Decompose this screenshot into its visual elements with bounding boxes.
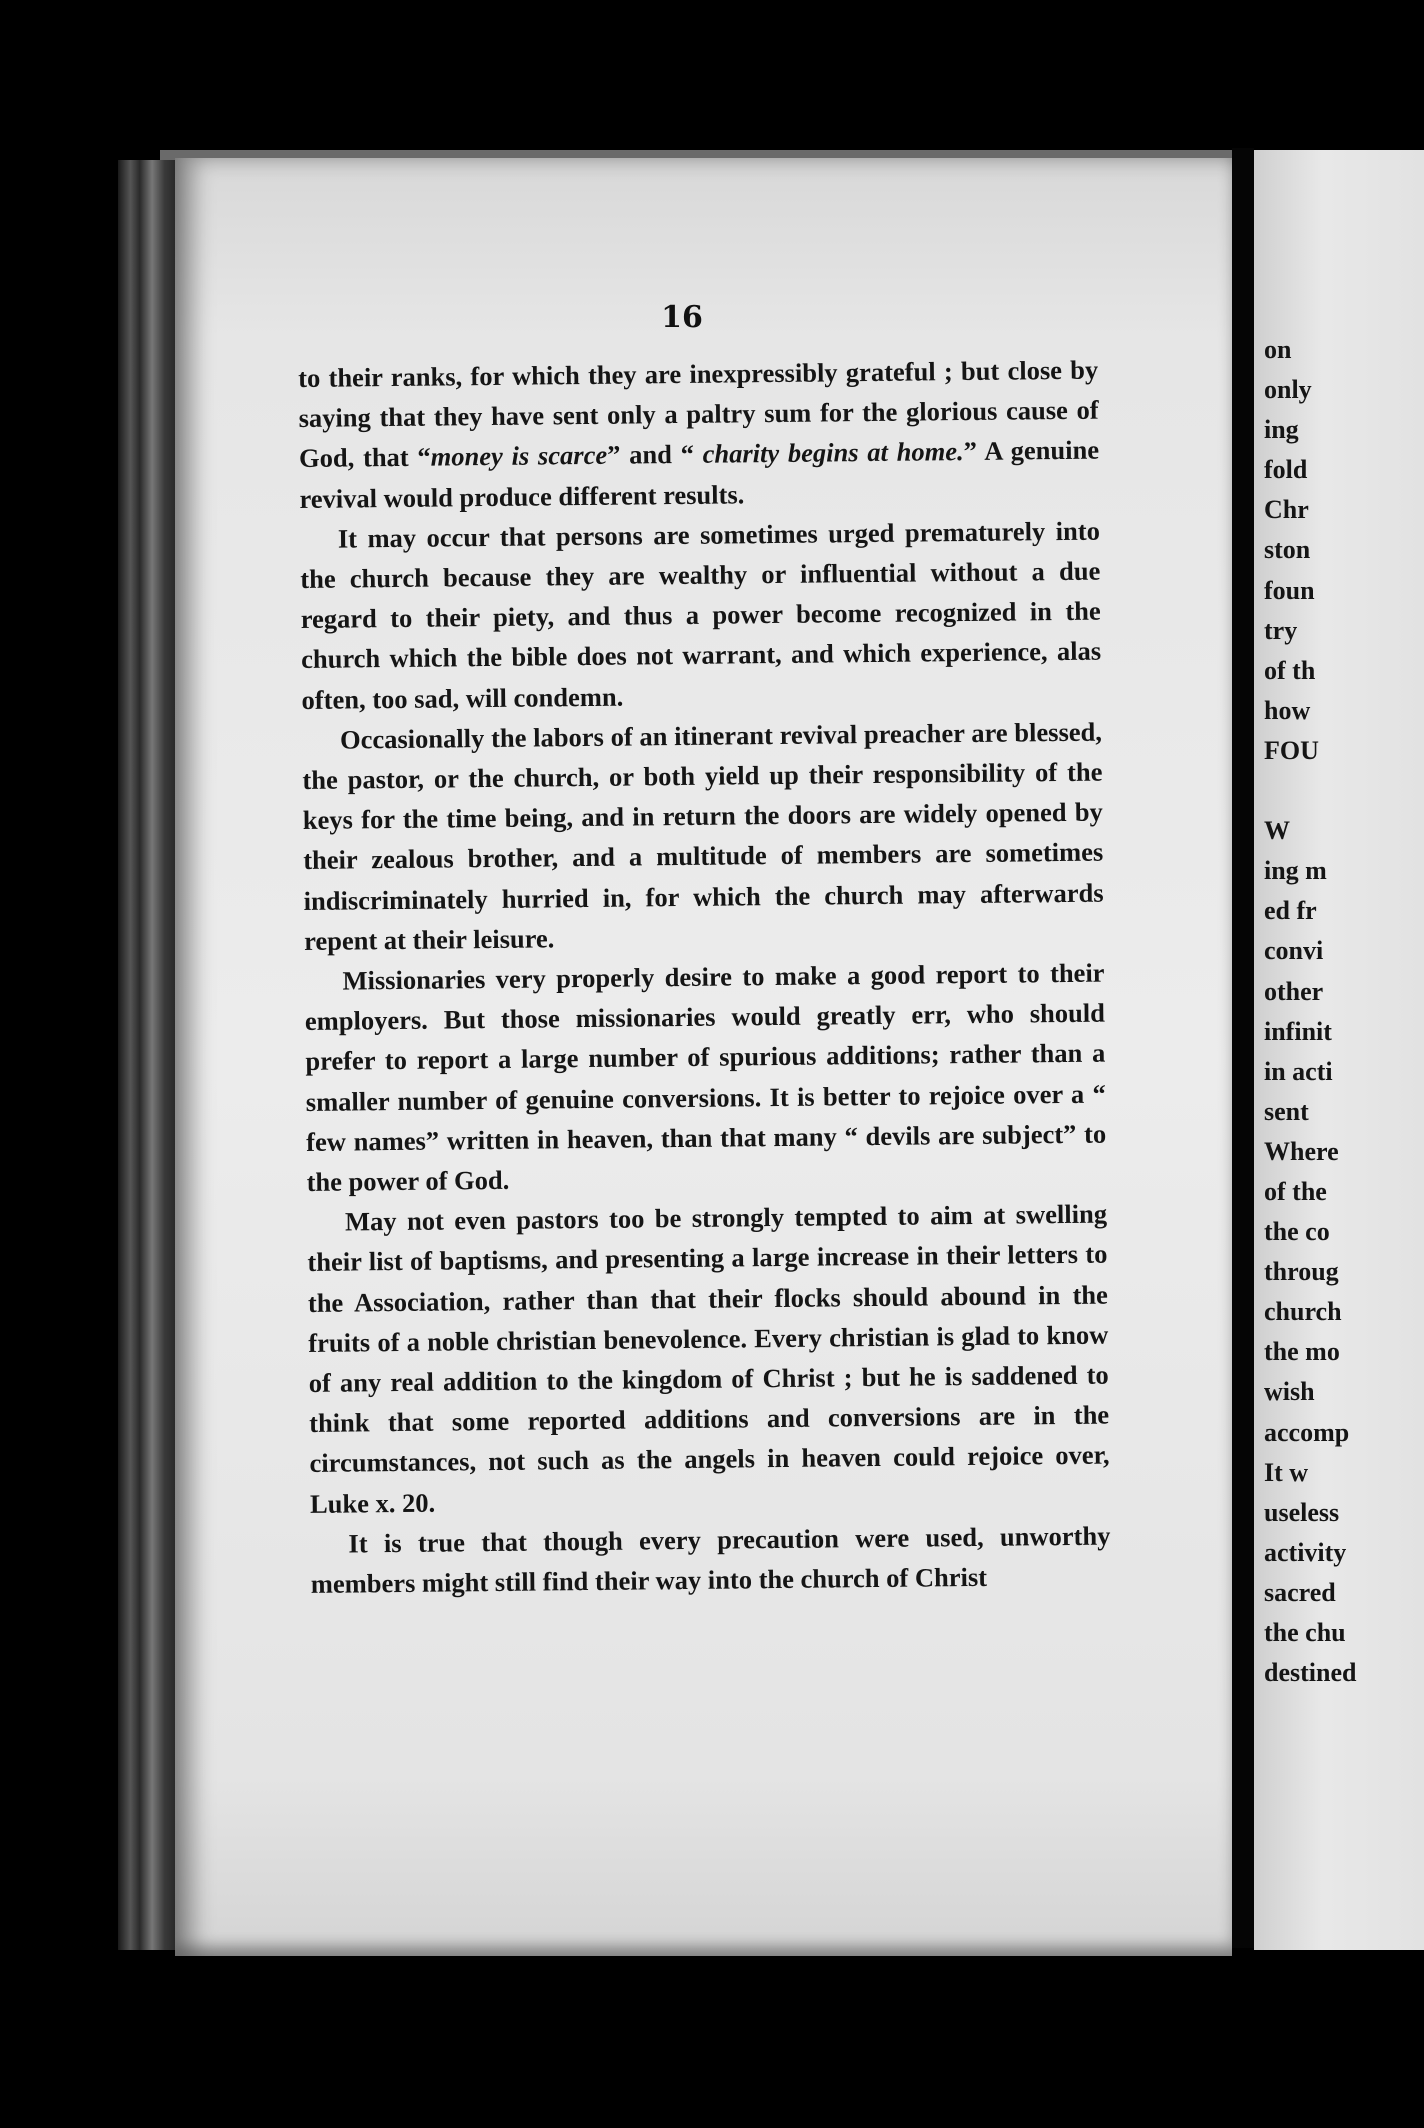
right-page-fragment (1254, 150, 1424, 1950)
right-page-line: ing (1264, 415, 1299, 445)
right-page-line: the co (1264, 1217, 1330, 1247)
right-page-line: foun (1264, 575, 1315, 605)
text-run: It may occur that persons are sometimes urged prematurely into the church because they are wealthy or influential without a due regard to their piety, and thus a power become recognized in the church which the bible does not warrant, and which experience, alas often, too sad, will condemn. (300, 515, 1102, 715)
paragraph (307, 1194, 1110, 1524)
right-page-line: the mo (1264, 1337, 1340, 1367)
right-page-line: wish (1264, 1377, 1315, 1407)
text-run: ” and “ (606, 439, 703, 471)
right-page-line: church (1264, 1297, 1342, 1327)
right-page-line: in acti (1264, 1056, 1333, 1086)
italic-phrase: money is scarce (430, 440, 608, 473)
right-page-line: of th (1264, 655, 1316, 685)
right-page-line: FOU (1264, 735, 1319, 765)
page-body-text (298, 350, 1111, 1605)
text-run: to their ranks, for which they are inexpressibly grateful ; but close by saying that they have sent only a paltry sum for the glorious cause of God, that “ (298, 354, 1099, 474)
text-run: ” A genuine revival would produce different results. (299, 435, 1100, 514)
right-page-line: throug (1264, 1257, 1339, 1287)
right-page-line: Chr (1264, 495, 1309, 525)
right-page-line: sent (1264, 1096, 1309, 1126)
paragraph (302, 711, 1104, 961)
text-run: Occasionally the labors of an itinerant revival preacher are blessed, the pastor, or the church, or both yield up their responsibility of the keys for the time being, and in return the doors are widely opened by their zealous brother, and a multitude of members are sometimes indiscriminately hurried in, for which the church may afterwards repent at their leisure. (302, 716, 1104, 956)
right-page-line: sacred (1264, 1577, 1336, 1607)
book-binding-edge (118, 160, 180, 1950)
text-run: Missionaries very properly desire to make a good report to their employers. But those missionaries would greatly err, who should prefer to report a large number of spurious additions; rather than a smaller number of genuine conversions. It is better to rejoice over a “ few names” written in heaven, than that many “ devils are subject” to the power of God. (304, 957, 1107, 1198)
right-page-line: other (1264, 976, 1324, 1006)
page-gutter (1232, 148, 1254, 1948)
page-number (0, 300, 1424, 335)
right-page-line: It w (1264, 1457, 1309, 1487)
right-page-line: the chu (1264, 1618, 1346, 1647)
right-page-line: convi (1264, 936, 1324, 966)
right-page-line: ston (1264, 535, 1311, 565)
paragraph (298, 350, 1100, 519)
right-page-line: try (1264, 615, 1298, 645)
right-page-line: Where (1264, 1136, 1339, 1166)
right-page-line: destined (1264, 1658, 1357, 1688)
right-page-line: how (1264, 695, 1311, 725)
paragraph (304, 953, 1106, 1203)
text-run: May not even pastors too be strongly tempted to aim at swelling their list of baptisms, and presenting a large increase in their letters to the Association, rather than that their flocks should abound in the fruits of a noble christian benevolence. Every christian is glad to know of any real addition to the kingdom of Christ ; but he is saddened to think that some reported additions and conversions are in the circumstances, not such as the angels in heaven could rejoice over, Luke x. 20. (307, 1198, 1110, 1519)
right-page-line: useless (1264, 1497, 1340, 1527)
right-page-line: ing m (1264, 856, 1327, 886)
right-page-line: on (1264, 335, 1292, 364)
paragraph (310, 1515, 1111, 1604)
page-number-text: 16 (661, 300, 703, 335)
right-page-line: of the (1264, 1176, 1327, 1206)
right-page-line (1264, 771, 1356, 811)
italic-phrase: charity begins at home. (702, 436, 964, 470)
text-run: It is true that though every precaution were used, unworthy members might still find their way into the church of Christ (310, 1520, 1111, 1600)
right-page-line: ed fr (1264, 896, 1317, 926)
right-page-line: activity (1264, 1537, 1347, 1567)
right-page-line: accomp (1264, 1417, 1350, 1447)
paragraph (300, 510, 1102, 719)
right-page-line: only (1264, 375, 1312, 405)
right-page-line: fold (1264, 455, 1308, 485)
right-page-line: W (1264, 816, 1290, 846)
right-page-line: infinit (1264, 1016, 1332, 1046)
right-page-text (1264, 330, 1356, 1693)
